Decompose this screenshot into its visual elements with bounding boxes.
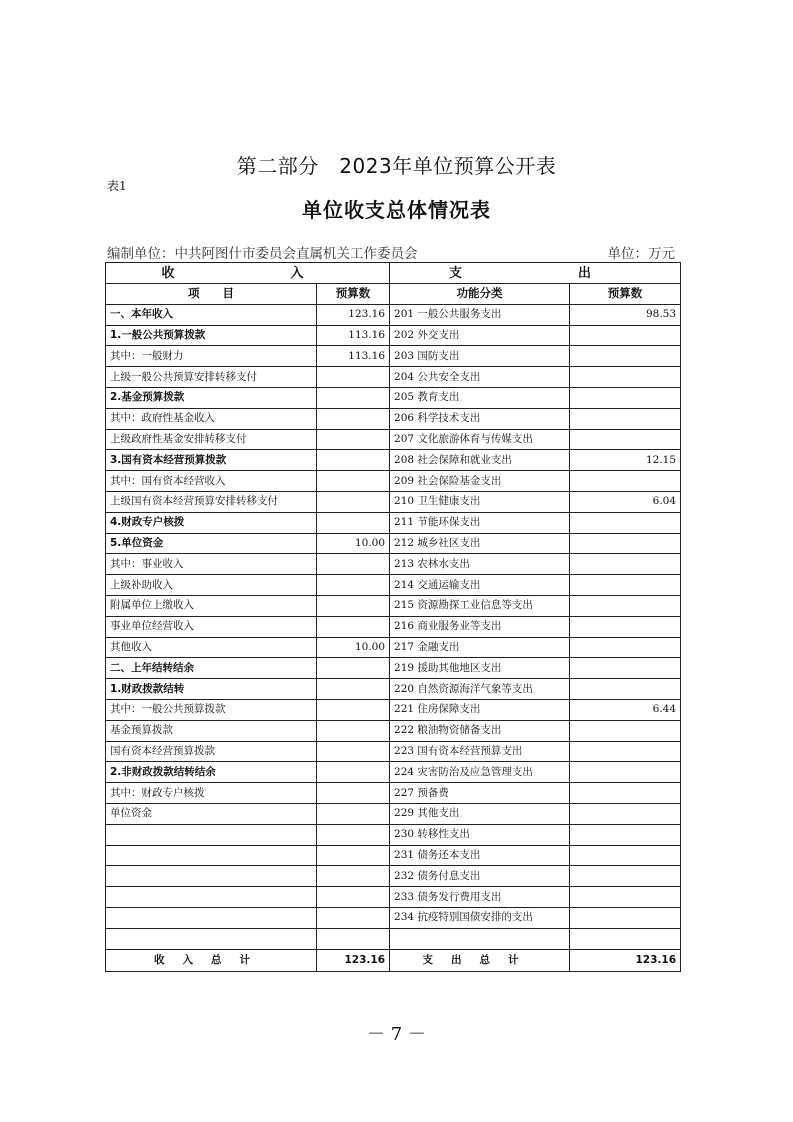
table-row — [106, 408, 681, 429]
table-row — [106, 429, 681, 450]
income-item-label: 1.财政拨款结转 — [106, 679, 317, 700]
income-budget-value — [317, 679, 390, 700]
income-total-value: 123.16 — [317, 949, 390, 971]
table-row — [106, 887, 681, 908]
income-budget-value — [317, 741, 390, 762]
expense-function-label: 227 预备费 — [390, 783, 570, 804]
page-number: － 7 － — [367, 1024, 426, 1045]
expense-budget-value: 6.44 — [570, 699, 681, 720]
income-budget-value — [317, 450, 390, 471]
income-item-label: 2.基金预算拨款 — [106, 387, 317, 408]
expense-function-label: 217 金融支出 — [390, 637, 570, 658]
income-item-label: 附属单位上缴收入 — [106, 595, 317, 616]
expense-budget-value — [570, 928, 681, 949]
income-item-label: 其中：事业收入 — [106, 554, 317, 575]
income-budget-value — [317, 720, 390, 741]
expense-budget-value — [570, 720, 681, 741]
expense-total-label: 支出总计 — [390, 949, 570, 971]
expense-budget-value — [570, 554, 681, 575]
expense-function-label: 201 一般公共服务支出 — [390, 304, 570, 325]
expense-budget-value — [570, 887, 681, 908]
expense-budget-value — [570, 658, 681, 679]
table-row — [106, 928, 681, 949]
expense-budget-value — [570, 367, 681, 388]
expense-budget-value — [570, 387, 681, 408]
income-budget-value — [317, 824, 390, 845]
income-item-label: 一、本年收入 — [106, 304, 317, 325]
table-row — [106, 491, 681, 512]
income-item-label: 其中：国有资本经营收入 — [106, 471, 317, 492]
table-row — [106, 720, 681, 741]
income-budget-value — [317, 471, 390, 492]
table-row — [106, 679, 681, 700]
expense-budget-value — [570, 762, 681, 783]
table-row — [106, 325, 681, 346]
expense-function-label: 221 住房保障支出 — [390, 699, 570, 720]
income-item-label: 上级政府性基金安排转移支付 — [106, 429, 317, 450]
expense-function-label: 214 交通运输支出 — [390, 575, 570, 596]
income-item-label — [106, 907, 317, 928]
income-budget-value — [317, 408, 390, 429]
expense-function-label: 230 转移性支出 — [390, 824, 570, 845]
table-row — [106, 387, 681, 408]
income-budget-value — [317, 387, 390, 408]
expense-function-label: 219 援助其他地区支出 — [390, 658, 570, 679]
income-budget-value — [317, 429, 390, 450]
expense-function-label: 210 卫生健康支出 — [390, 491, 570, 512]
expense-total-value: 123.16 — [570, 949, 681, 971]
table-row — [106, 637, 681, 658]
expense-budget-value — [570, 325, 681, 346]
income-item-label — [106, 845, 317, 866]
table-row — [106, 762, 681, 783]
income-item-label: 上级一般公共预算安排转移支付 — [106, 367, 317, 388]
expense-budget-value — [570, 637, 681, 658]
income-budget-value — [317, 699, 390, 720]
expense-function-label: 202 外交支出 — [390, 325, 570, 346]
income-budget-value — [317, 595, 390, 616]
income-budget-value: 123.16 — [317, 304, 390, 325]
expense-budget-value — [570, 824, 681, 845]
income-header: 收 入 — [106, 263, 390, 284]
expense-function-label — [390, 928, 570, 949]
expense-function-label: 220 自然资源海洋气象等支出 — [390, 679, 570, 700]
table-row — [106, 699, 681, 720]
expense-function-label: 203 国防支出 — [390, 346, 570, 367]
income-budget-value: 10.00 — [317, 637, 390, 658]
income-item-label — [106, 887, 317, 908]
expense-budget-column-header: 预算数 — [570, 284, 681, 305]
table-row — [106, 658, 681, 679]
table-row — [106, 845, 681, 866]
income-item-label: 上级补助收入 — [106, 575, 317, 596]
income-item-label: 4.财政专户核拨 — [106, 512, 317, 533]
expense-budget-value — [570, 595, 681, 616]
expense-budget-value — [570, 679, 681, 700]
income-budget-value — [317, 658, 390, 679]
table-row — [106, 554, 681, 575]
income-budget-value — [317, 762, 390, 783]
table-row — [106, 304, 681, 325]
income-item-label: 上级国有资本经营预算安排转移支付 — [106, 491, 317, 512]
header-row-columns — [106, 284, 681, 305]
table-row — [106, 803, 681, 824]
expense-function-label: 233 债务发行费用支出 — [390, 887, 570, 908]
expense-budget-value — [570, 741, 681, 762]
income-item-label: 二、上年结转结余 — [106, 658, 317, 679]
expense-function-label: 213 农林水支出 — [390, 554, 570, 575]
expense-function-label: 223 国有资本经营预算支出 — [390, 741, 570, 762]
income-budget-value — [317, 554, 390, 575]
income-budget-value — [317, 491, 390, 512]
table-row — [106, 783, 681, 804]
expense-function-label: 222 粮油物资储备支出 — [390, 720, 570, 741]
income-budget-value — [317, 367, 390, 388]
expense-function-label: 232 债务付息支出 — [390, 866, 570, 887]
income-item-label — [106, 928, 317, 949]
income-item-label — [106, 824, 317, 845]
expense-function-label: 204 公共安全支出 — [390, 367, 570, 388]
expense-header: 支 出 — [390, 263, 681, 284]
income-item-label: 其中：财政专户核拨 — [106, 783, 317, 804]
income-item-label: 1.一般公共预算拨款 — [106, 325, 317, 346]
table-row — [106, 575, 681, 596]
table-row — [106, 471, 681, 492]
expense-function-label: 216 商业服务业等支出 — [390, 616, 570, 637]
income-budget-value — [317, 845, 390, 866]
part-title: 第二部分 2023年单位预算公开表 — [236, 154, 557, 178]
total-row — [106, 949, 681, 971]
income-budget-value: 113.16 — [317, 346, 390, 367]
income-item-label — [106, 866, 317, 887]
income-budget-value — [317, 616, 390, 637]
expense-budget-value: 12.15 — [570, 450, 681, 471]
expense-budget-value — [570, 845, 681, 866]
expense-budget-value — [570, 429, 681, 450]
expense-function-label: 215 资源勘探工业信息等支出 — [390, 595, 570, 616]
table-row — [106, 346, 681, 367]
item-column-header: 项 目 — [106, 284, 317, 305]
expense-budget-value — [570, 616, 681, 637]
income-item-label: 其中：一般公共预算拨款 — [106, 699, 317, 720]
income-budget-value — [317, 803, 390, 824]
income-item-label: 3.国有资本经营预算拨款 — [106, 450, 317, 471]
income-item-label: 5.单位资金 — [106, 533, 317, 554]
income-item-label: 国有资本经营预算拨款 — [106, 741, 317, 762]
expense-budget-value: 98.53 — [570, 304, 681, 325]
income-item-label: 其他收入 — [106, 637, 317, 658]
expense-function-label: 209 社会保险基金支出 — [390, 471, 570, 492]
income-item-label: 基金预算拨款 — [106, 720, 317, 741]
income-item-label: 2.非财政拨款结转结余 — [106, 762, 317, 783]
income-budget-value — [317, 783, 390, 804]
income-budget-value — [317, 907, 390, 928]
expense-function-label: 212 城乡社区支出 — [390, 533, 570, 554]
table-row — [106, 367, 681, 388]
expense-function-label: 231 债务还本支出 — [390, 845, 570, 866]
income-budget-value — [317, 575, 390, 596]
expense-function-label: 234 抗疫特别国债安排的支出 — [390, 907, 570, 928]
table-row — [106, 824, 681, 845]
income-budget-value: 10.00 — [317, 533, 390, 554]
income-item-label: 其中：政府性基金收入 — [106, 408, 317, 429]
expense-budget-value — [570, 783, 681, 804]
expense-budget-value — [570, 907, 681, 928]
expense-budget-value — [570, 471, 681, 492]
income-item-label: 单位资金 — [106, 803, 317, 824]
table-row — [106, 616, 681, 637]
table-number: 表1 — [107, 179, 127, 193]
income-total-label: 收入总计 — [106, 949, 317, 971]
income-budget-value — [317, 512, 390, 533]
function-class-column-header: 功能分类 — [390, 284, 570, 305]
expense-budget-value — [570, 512, 681, 533]
expense-budget-value — [570, 575, 681, 596]
header-row-sections — [106, 263, 681, 284]
income-item-label: 事业单位经营收入 — [106, 616, 317, 637]
expense-function-label: 206 科学技术支出 — [390, 408, 570, 429]
expense-budget-value — [570, 803, 681, 824]
expense-budget-value: 6.04 — [570, 491, 681, 512]
expense-function-label: 229 其他支出 — [390, 803, 570, 824]
expense-budget-value — [570, 533, 681, 554]
budget-table — [105, 262, 681, 972]
income-budget-value: 113.16 — [317, 325, 390, 346]
table-title: 单位收支总体情况表 — [302, 198, 491, 222]
table-row — [106, 512, 681, 533]
expense-function-label: 224 灾害防治及应急管理支出 — [390, 762, 570, 783]
expense-function-label: 211 节能环保支出 — [390, 512, 570, 533]
unit-label: 单位：万元 — [607, 246, 675, 262]
income-budget-value — [317, 887, 390, 908]
income-budget-value — [317, 866, 390, 887]
expense-function-label: 208 社会保障和就业支出 — [390, 450, 570, 471]
income-budget-value — [317, 928, 390, 949]
expense-budget-value — [570, 346, 681, 367]
expense-budget-value — [570, 866, 681, 887]
table-row — [106, 533, 681, 554]
table-row — [106, 866, 681, 887]
income-budget-column-header: 预算数 — [317, 284, 390, 305]
organization-label: 编制单位：中共阿图什市委员会直属机关工作委员会 — [107, 246, 418, 262]
table-row — [106, 595, 681, 616]
income-item-label: 其中：一般财力 — [106, 346, 317, 367]
expense-budget-value — [570, 408, 681, 429]
expense-function-label: 207 文化旅游体育与传媒支出 — [390, 429, 570, 450]
expense-function-label: 205 教育支出 — [390, 387, 570, 408]
table-row — [106, 450, 681, 471]
table-row — [106, 741, 681, 762]
table-row — [106, 907, 681, 928]
